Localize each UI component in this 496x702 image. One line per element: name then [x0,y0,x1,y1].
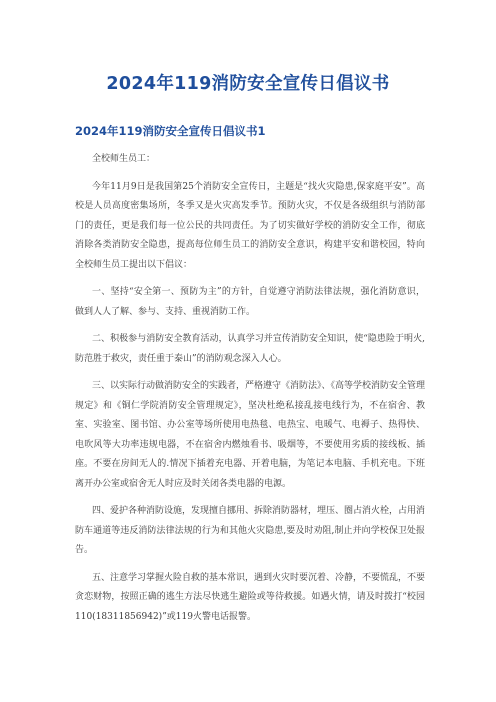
section-title: 2024年119消防安全宣传日倡议书1 [75,124,266,138]
proposal-paragraph-3: 三、以实际行动做消防安全的实践者，严格遵守《消防法》、《高等学校消防安全管理规定》和《铜仁学院消防安全管理规定》，坚决杜绝私接乱接电线行为，不在宿舍、教室、实验室、图书馆、办公室等场所使用电热毯、电热宝、电暖气、电褥子、热得快、电吹风等大功率违规电器，不在宿舍内燃烛看书、吸烟等，不要使用劣质的接线板、插座。不要在房间无人的.情况下插着充电器、开着电脑，为笔记本电脑、手机充电。下班离开办公室或宿舍无人时应及时关闭各类电器的电源。 [75,381,426,489]
salutation-paragraph: 全校师生员工： [92,154,156,164]
document-title: 2024年119消防安全宣传日倡议书 [106,74,390,94]
proposal-paragraph-4: 四、爱护各种消防设施，发现擅自挪用、拆除消防器材，埋压、圈占消火栓，占用消防车通道等违反消防法律法规的行为和其他火灾隐患,要及时劝阻,制止并向学校保卫处报告。 [75,506,426,555]
proposal-paragraph-1: 一、坚持“安全第一、预防为主”的方针，自觉遵守消防法律法规，强化消防意识，做到人人了解、参与、支持、重视消防工作。 [75,287,425,317]
document-body [75,150,425,635]
intro-paragraph: 今年11月9日是我国第25个消防安全宣传日，主题是“找火灾隐患,保家庭平安”。高校是人员高度密集场所，冬季又是火灾高发季节。预防火灾，不仅是各级组织与消防部门的责任，更是我们每一位公民的共同责任。为了切实做好学校的消防安全工作，彻底消除各类消防安全隐患，提高每位师生员工的消防安全意识，构建平安和谐校园，特向全校师生员工提出以下倡议： [75,181,425,270]
proposal-paragraph-5: 五、注意学习掌握火险自救的基本常识，遇到火灾时要沉着、冷静，不要慌乱，不要贪恋财物，按照正确的逃生方法尽快逃生避险或等待救援。如遇火情，请及时拨打“校园110(18311856942)”或119火警电话报警。 [75,572,426,622]
proposal-paragraph-2: 二、积极参与消防安全教育活动，认真学习并宣传消防安全知识，使“隐患险于明火,防范胜于救灾，责任重于泰山”的消防观念深入人心。 [75,334,425,364]
